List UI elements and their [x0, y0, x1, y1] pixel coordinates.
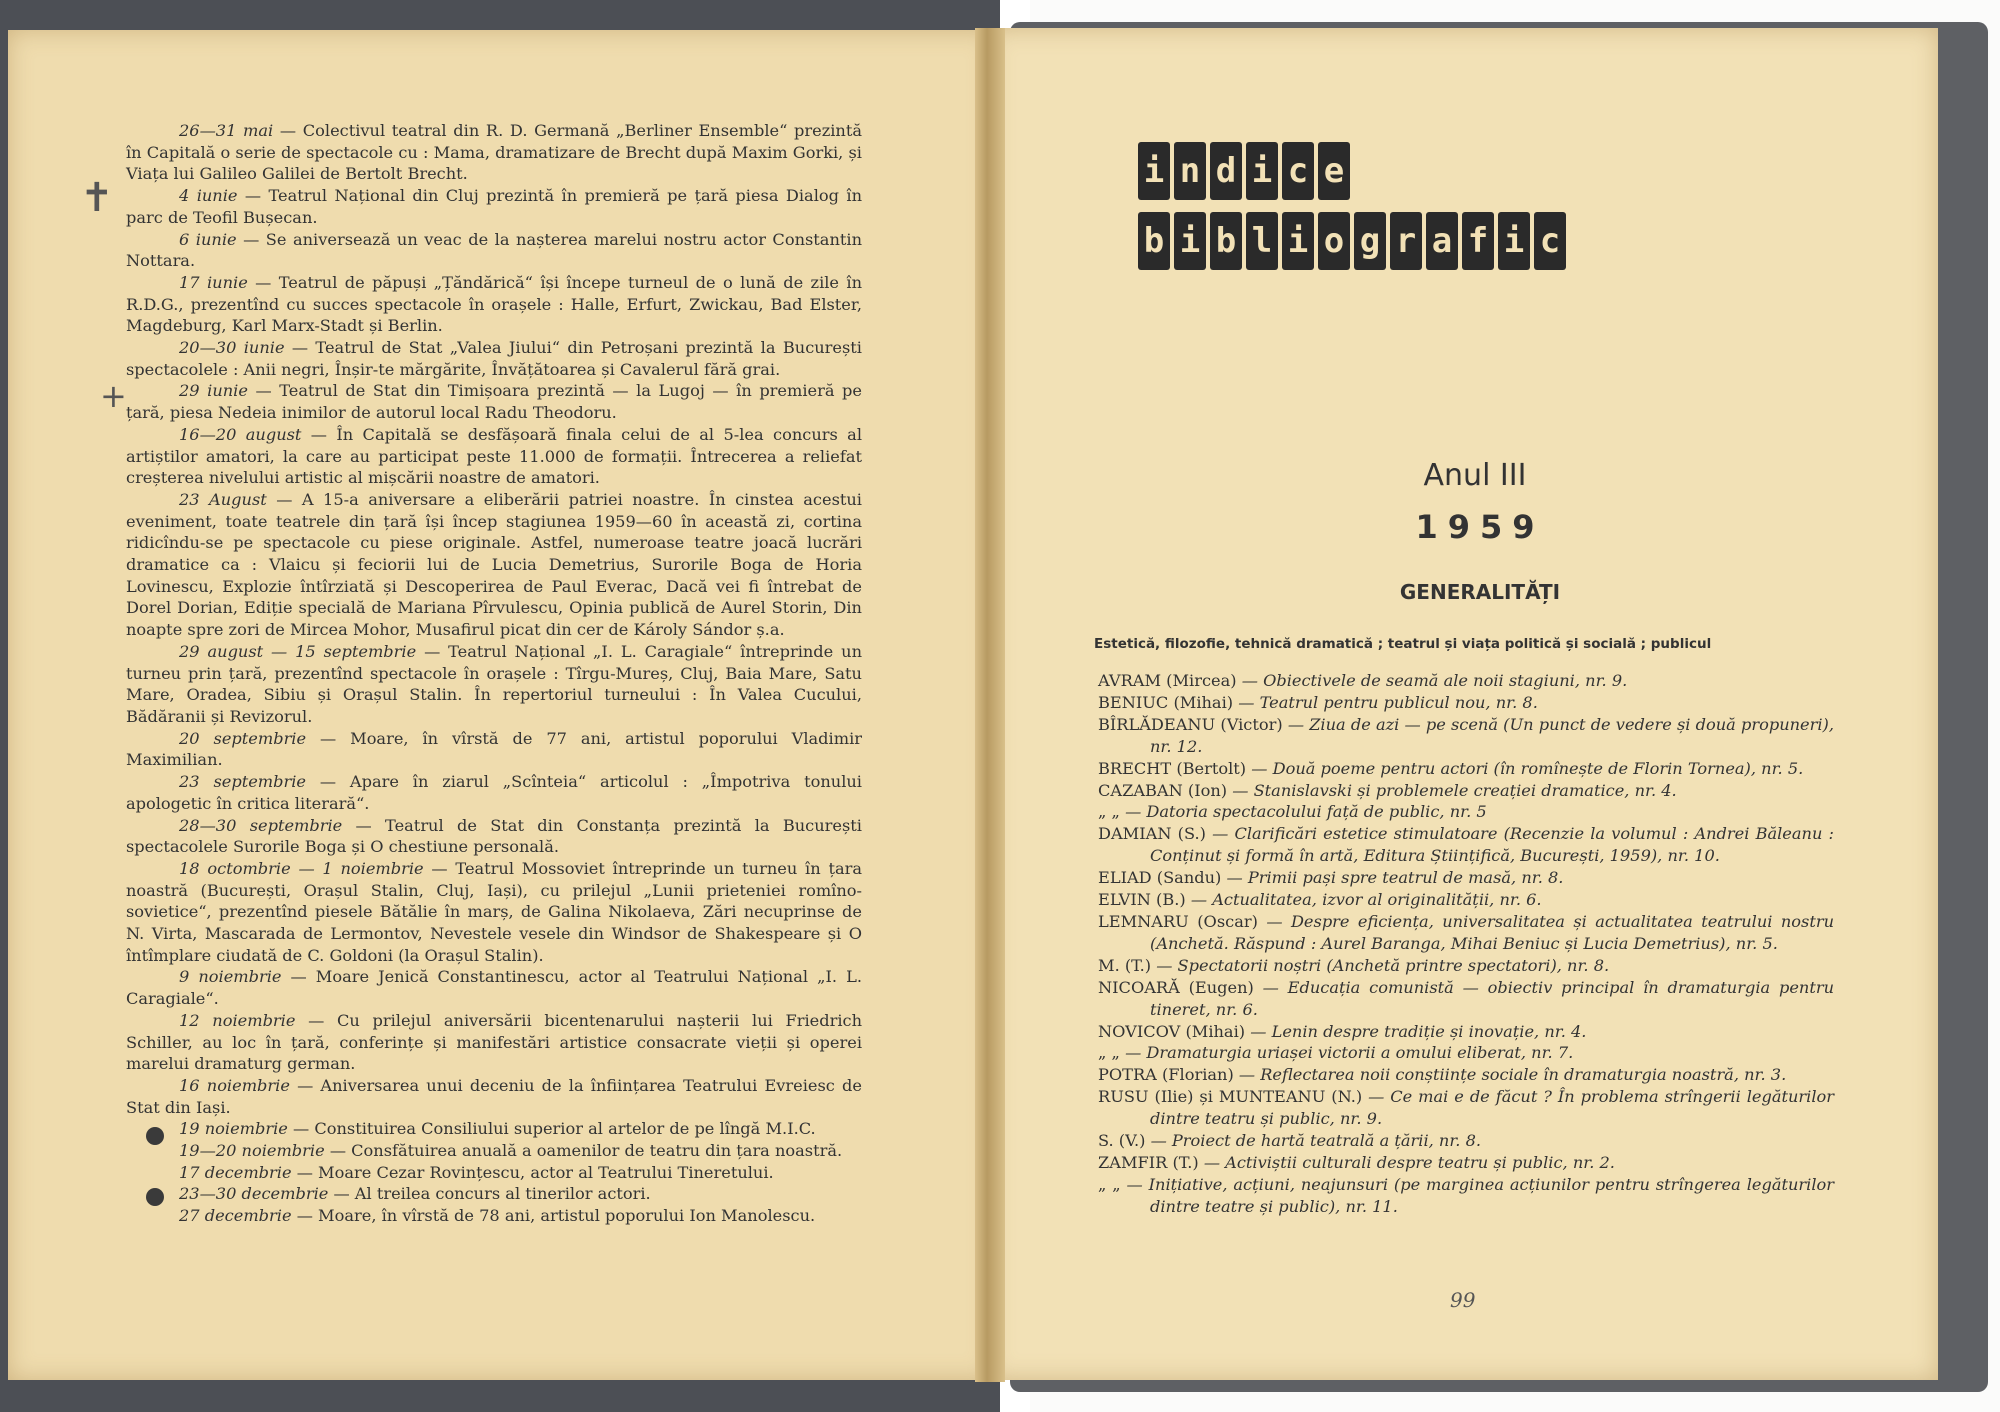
- entry-text: — Consfătuirea anuală a oamenilor de teatru din țara noastră.: [324, 1141, 843, 1161]
- chronology-entry: [126, 1140, 862, 1162]
- entry-author: AVRAM (Mircea): [1098, 671, 1237, 690]
- entry-author: POTRA (Florian): [1098, 1065, 1234, 1085]
- title-letter: n: [1174, 142, 1206, 200]
- entry-author: RUSU (Ilie) și MUNTEANU (N.): [1098, 1087, 1363, 1107]
- entry-title: — Despre eficiența, universalitatea și actualitatea teatrului nostru (Anchetă. Răspund : Aurel Baranga, Mihai Beniuc și Lucia Demetrius), nr. 5.: [1150, 911, 1834, 953]
- entry-text: — Teatrul Național din Cluj prezintă în premieră pe țară piesa Dialog în parc de Teofil Bușecan.: [126, 186, 863, 227]
- title-letter: i: [1282, 212, 1314, 270]
- title-letter: b: [1210, 212, 1242, 270]
- chronology-entry: [126, 424, 862, 489]
- title-letter: i: [1246, 142, 1278, 200]
- entry-author: BÎRLĂDEANU (Victor): [1098, 714, 1283, 734]
- bibliography-entry: [1098, 1130, 1834, 1152]
- index-title: [1138, 142, 1566, 282]
- chronology-entry: [126, 185, 862, 228]
- entry-title: — Ziua de azi — pe scenă (Un punct de vedere și două propuneri), nr. 12.: [1150, 714, 1834, 756]
- entry-title: — Datoria spectacolului față de public, nr. 5: [1119, 802, 1487, 822]
- entry-title: — Stanislavski și problemele creației dramatice, nr. 4.: [1227, 780, 1677, 800]
- bibliography-entry: [1098, 714, 1834, 758]
- entry-date: 9 noiembrie: [179, 967, 282, 987]
- bibliography-entry: [1098, 1064, 1834, 1086]
- entry-author: „ „: [1098, 1174, 1121, 1194]
- entry-date: 29 august — 15 septembrie: [179, 641, 417, 661]
- entry-title: — Două poeme pentru actori (în romînește de Florin Tornea), nr. 5.: [1246, 758, 1804, 778]
- entry-date: 19—20 noiembrie: [179, 1141, 325, 1161]
- entry-date: 23 septembrie: [179, 772, 306, 792]
- book-gutter: [975, 28, 1005, 1382]
- entry-text: — Moare, în vîrstă de 77 ani, artistul poporului Vladimir Maximilian.: [126, 728, 862, 770]
- entry-author: ELVIN (B.): [1098, 890, 1186, 910]
- entry-title: — Lenin despre tradiție și inovație, nr. 4.: [1245, 1021, 1587, 1041]
- bibliography-list: [1098, 670, 1834, 1218]
- entry-title: — Teatrul pentru publicul nou, nr. 8.: [1233, 692, 1538, 712]
- entry-text: — Moare Jenică Constantinescu, actor al Teatrului Național „I. L. Caragiale“.: [126, 967, 862, 1009]
- handwritten-cross-mark: ✝: [80, 175, 114, 221]
- title-letter: f: [1462, 212, 1494, 270]
- entry-author: BENIUC (Mihai): [1098, 692, 1234, 712]
- entry-author: LEMNARU (Oscar): [1098, 911, 1258, 931]
- chronology-entry: [126, 272, 862, 337]
- year-label: 1959: [1415, 508, 1545, 546]
- bibliography-entry: [1098, 867, 1834, 889]
- entry-date: 16 noiembrie: [179, 1075, 290, 1095]
- handwritten-cross-mark: +: [100, 377, 127, 415]
- bibliography-entry: [1098, 977, 1834, 1021]
- entry-date: 23 August: [179, 489, 267, 509]
- chronology-entry: [126, 1118, 862, 1140]
- entry-text: — Teatrul Național „I. L. Caragiale“ întreprinde un turneu prin țară, prezentînd spectacole în orașele : Tîrgu-Mureș, Cluj, Baia Mare, Satu Mare, Oradea, Sibiu și Orașul Stalin. În repertoriul turneului : În Valea Cucului, Bădăranii și Revizorul.: [126, 641, 862, 726]
- entry-title: — Reflectarea noii conștiințe sociale în dramaturgia noastră, nr. 3.: [1233, 1065, 1787, 1085]
- entry-date: 20 septembrie: [179, 728, 307, 748]
- section-heading: GENERALITĂȚI: [1399, 580, 1561, 604]
- entry-author: ZAMFIR (T.): [1098, 1152, 1199, 1172]
- chronology-entry: [126, 771, 862, 814]
- entry-text: — Teatrul de păpuși „Țăndărică“ își începe turneul de o lună de zile în R.D.G., prezentînd cu succes spectacole în orașele : Halle, Erfurt, Zwickau, Bad Elster, Magdeburg, Karl Marx-Stadt și Berlin.: [126, 272, 863, 336]
- bibliography-entry: [1098, 889, 1834, 911]
- entry-date: 29 iunie: [179, 381, 248, 401]
- entry-text: — Al treilea concurs al tinerilor actori.: [328, 1184, 651, 1204]
- entry-date: 18 octombrie — 1 noiembrie: [179, 858, 424, 878]
- entry-author: S. (V.): [1098, 1131, 1146, 1151]
- entry-title: — Obiectivele de seamă ale noii stagiuni, nr. 9.: [1236, 671, 1628, 690]
- bibliography-entry: [1098, 1021, 1834, 1043]
- entry-date: 20—30 iunie: [179, 338, 285, 358]
- entry-text: — Teatrul de Stat din Constanța prezintă la București spectacolele Surorile Boga și O chestiune personală.: [126, 815, 862, 857]
- bibliography-entry: [1098, 1174, 1834, 1218]
- title-letter: i: [1138, 142, 1170, 200]
- entry-text: — În Capitală se desfășoară finala celui de al 5-lea concurs al artiștilor amatori, la care au participat peste 11.000 de formații. Întrecerea a reliefat creșterea nivelului artistic al mișcării noastre de amatori.: [126, 424, 862, 488]
- entry-date: 17 decembrie: [179, 1162, 292, 1182]
- bibliography-entry: [1098, 758, 1834, 780]
- title-letter: e: [1318, 142, 1350, 200]
- entry-date: 19 noiembrie: [179, 1119, 288, 1139]
- entry-date: 17 iunie: [179, 272, 248, 292]
- entry-title: — Ce mai e de făcut ? În problema strîngerii legăturilor dintre teatru și public, nr. 9.: [1150, 1087, 1834, 1129]
- entry-title: — Actualitatea, izvor al originalității, nr. 6.: [1185, 890, 1542, 910]
- title-line-1: [1138, 142, 1566, 200]
- entry-text: — Teatrul de Stat din Timișoara prezintă — la Lugoj — în premieră pe țară, piesa Nedeia inimilor de autorul local Radu Theodoru.: [126, 381, 862, 423]
- volume-label: Anul III: [1423, 458, 1527, 493]
- title-letter: d: [1210, 142, 1242, 200]
- title-letter: c: [1282, 142, 1314, 200]
- entry-text: — Teatrul Mossoviet întreprinde un turneu în țara noastră (București, Orașul Stalin, Cluj, Iași), cu prilejul „Lunii prieteniei romîno-sovietice“, prezentînd piesele Bătălie în marș, de Galina Nikolaeva, Zări necuprinse de N. Virta, Mascarada de Lermontov, Nevestele vesele din Windsor de Shakespeare și O întîmplare ciudată de C. Goldoni (la Orașul Stalin).: [126, 858, 862, 965]
- title-line-2: [1138, 212, 1566, 270]
- entry-text: — Se aniversează un veac de la nașterea marelui nostru actor Constantin Nottara.: [126, 229, 862, 271]
- title-letter: g: [1354, 212, 1386, 270]
- entry-date: 23—30 decembrie: [179, 1184, 329, 1204]
- title-letter: o: [1318, 212, 1350, 270]
- bibliography-entry: [1098, 1042, 1834, 1064]
- subsection-heading: Estetică, filozofie, tehnică dramatică ; teatrul și viața politică și socială ; publicul: [1094, 636, 1712, 652]
- chronology-column: [126, 120, 862, 1227]
- chronology-entry: [126, 966, 862, 1009]
- title-letter: r: [1390, 212, 1422, 270]
- entry-author: „ „: [1098, 1043, 1120, 1063]
- bibliography-entry: [1098, 801, 1834, 823]
- entry-title: — Clarificări estetice stimulatoare (Recenzie la volumul : Andrei Băleanu : Conținut și formă în artă, Editura Științifică, București, 1959), nr. 10.: [1150, 824, 1834, 866]
- entry-date: 4 iunie: [179, 186, 238, 206]
- entry-date: 16—20 august: [179, 424, 302, 444]
- title-letter: l: [1246, 212, 1278, 270]
- title-letter: a: [1426, 212, 1458, 270]
- entry-text: — Aniversarea unui deceniu de la înființarea Teatrului Evreiesc de Stat din Iași.: [126, 1075, 862, 1117]
- entry-author: DAMIAN (S.): [1098, 824, 1206, 844]
- entry-title: — Spectatorii noștri (Anchetă printre spectatori), nr. 8.: [1151, 955, 1610, 975]
- chronology-entry: [126, 229, 862, 272]
- chronology-entry: [126, 1075, 862, 1118]
- entry-date: 27 decembrie: [179, 1206, 292, 1226]
- entry-date: 6 iunie: [179, 229, 237, 249]
- chronology-entry: [126, 1205, 862, 1227]
- entry-text: — A 15-a aniversare a eliberării patriei noastre. În cinstea acestui eveniment, toate teatrele din țară își încep stagiunea 1959—60 în această zi, cortina ridicîndu-se pe spectacole cu piese originale. Astfel, numeroase teatre joacă lucrări dramatice ca : Vlaicu și feciorii lui de Lucia Demetrius, Surorile Boga de Horia Lovinescu, Explozie întîrziată și Descoperirea de Paul Everac, Dacă vei fi întrebat de Dorel Dorian, Ediție specială de Mariana Pîrvulescu, Opinia publică de Aurel Storin, Din noapte spre zori de Mircea Mohor, Musafirul picat din cer de Károly Sándor ș.a.: [126, 489, 862, 640]
- title-letter: i: [1174, 212, 1206, 270]
- entry-title: — Inițiative, acțiuni, neajunsuri (pe marginea acțiunilor pentru strîngerea legăturilor dintre teatre și public), nr. 11.: [1120, 1174, 1834, 1216]
- entry-title: — Proiect de hartă teatrală a țării, nr. 8.: [1145, 1131, 1482, 1151]
- title-letter: c: [1534, 212, 1566, 270]
- bibliography-entry: [1098, 823, 1834, 867]
- entry-date: 28—30 septembrie: [179, 815, 343, 835]
- entry-author: „ „: [1098, 802, 1120, 822]
- chronology-entry: [126, 489, 862, 641]
- entry-text: — Cu prilejul aniversării bicentenarului nașterii lui Friedrich Schiller, au loc în țară, conferințe și manifestări artistice consacrate vieții și operei marelui dramaturg german.: [126, 1010, 862, 1074]
- chronology-entry: [126, 728, 862, 771]
- entry-author: M. (T.): [1098, 955, 1152, 975]
- chronology-entry: [126, 380, 862, 423]
- entry-author: NOVICOV (Mihai): [1098, 1021, 1246, 1041]
- entry-text: — Apare în ziarul „Scînteia“ articolul : „Împotriva tonului apologetic în critica literară“.: [126, 772, 862, 813]
- entry-text: — Colectivul teatral din R. D. Germană „Berliner Ensemble“ prezintă în Capitală o serie de spectacole cu : Mama, dramatizare de Brecht după Maxim Gorki, și Viața lui Galileo Galilei de Bertolt Brecht.: [126, 121, 862, 184]
- title-letter: i: [1498, 212, 1530, 270]
- entry-date: 12 noiembrie: [179, 1010, 296, 1030]
- bibliography-entry: [1098, 1086, 1834, 1130]
- page-number: 99: [1450, 1288, 1476, 1312]
- entry-title: — Educația comunistă — obiectiv principal în dramaturgia pentru tineret, nr. 6.: [1150, 977, 1834, 1019]
- bibliography-entry: [1098, 1152, 1834, 1174]
- title-letter: b: [1138, 212, 1170, 270]
- chronology-entry: [126, 120, 862, 185]
- entry-text: — Moare Cezar Rovințescu, actor al Teatrului Tineretului.: [291, 1162, 774, 1182]
- entry-title: — Dramaturgia uriașei victorii a omului eliberat, nr. 7.: [1119, 1043, 1574, 1063]
- entry-text: — Constituirea Consiliului superior al artelor de pe lîngă M.I.C.: [287, 1119, 816, 1139]
- entry-title: — Activiștii culturali despre teatru și public, nr. 2.: [1198, 1152, 1615, 1172]
- entry-author: BRECHT (Bertolt): [1098, 758, 1247, 778]
- chronology-entry: [126, 1162, 862, 1184]
- entry-author: NICOARĂ (Eugen): [1098, 977, 1254, 997]
- bibliography-entry: [1098, 911, 1834, 955]
- entry-text: — Moare, în vîrstă de 78 ani, artistul poporului Ion Manolescu.: [291, 1206, 816, 1226]
- chronology-entry: [126, 1010, 862, 1075]
- entry-author: ELIAD (Sandu): [1098, 868, 1222, 888]
- bibliography-entry: [1098, 692, 1834, 714]
- chronology-entry: [126, 815, 862, 858]
- bibliography-entry: [1098, 670, 1834, 692]
- entry-text: — Teatrul de Stat „Valea Jiului“ din Petroșani prezintă la București spectacolele : Anii negri, Înșir-te mărgărite, Învățătoarea și Cavalerul fără grai.: [126, 338, 862, 379]
- bibliography-entry: [1098, 955, 1834, 977]
- entry-title: — Primii pași spre teatrul de masă, nr. 8.: [1221, 868, 1564, 888]
- bibliography-entry: [1098, 780, 1834, 802]
- chronology-entry: [126, 337, 862, 380]
- entry-author: CAZABAN (Ion): [1098, 780, 1228, 800]
- chronology-entry: [126, 641, 862, 728]
- chronology-entry: [126, 858, 862, 967]
- chronology-entry: [126, 1183, 862, 1205]
- entry-date: 26—31 mai: [179, 121, 274, 140]
